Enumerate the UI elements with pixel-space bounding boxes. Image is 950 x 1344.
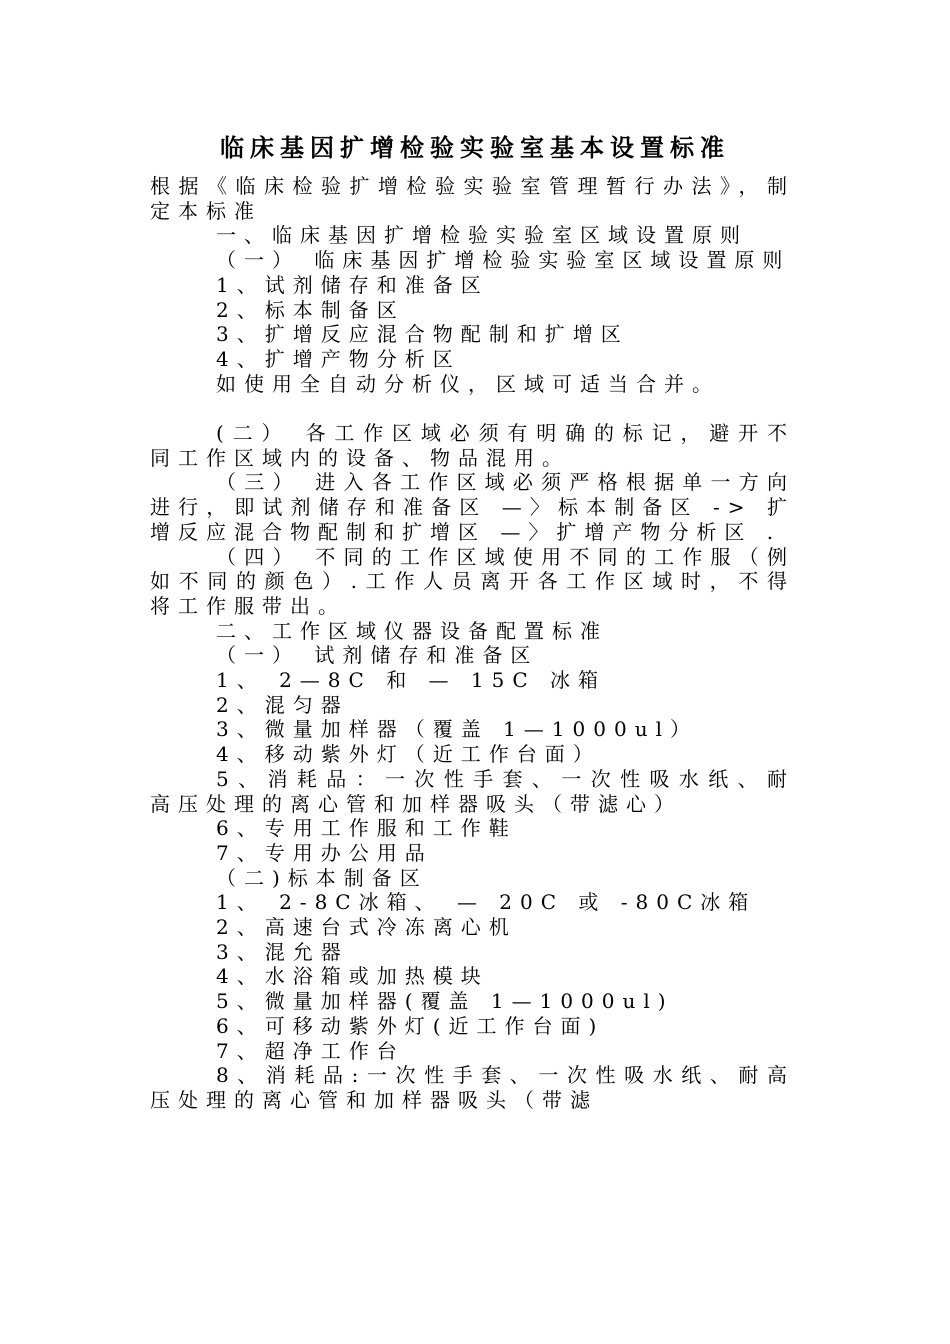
paragraph: 5、微量加样器(覆盖 1—1000ul) <box>216 989 674 1014</box>
paragraph: 8、消耗品:一次性手套、一次性吸水纸、耐高压处理的离心管和加样器吸头（带滤 <box>150 1063 795 1112</box>
paragraph: 3、微量加样器（覆盖 1—1000ul） <box>216 717 698 742</box>
paragraph: (二） 各工作区域必须有明确的标记，避开不同工作区域内的设备、物品混用。 <box>150 421 795 470</box>
paragraph: （三） 进入各工作区域必须严格根据单一方向进行，即试剂储存和准备区 —〉标本制备区 -> 扩增反应混合物配制和扩增区 —〉扩增产物分析区 . <box>150 470 795 544</box>
paragraph: 二、工作区域仪器设备配置标准 <box>216 618 608 643</box>
paragraph: 一、临床基因扩增检验实验室区域设置原则 <box>216 223 748 248</box>
paragraph: 3、混允器 <box>216 939 349 964</box>
paragraph: 2、标本制备区 <box>216 297 405 322</box>
document-body <box>150 174 795 1113</box>
paragraph: 2、混匀器 <box>216 692 349 717</box>
paragraph: （一） 试剂储存和准备区 <box>216 643 539 668</box>
paragraph-gap <box>150 396 795 421</box>
paragraph: 6、可移动紫外灯(近工作台面) <box>216 1013 605 1038</box>
document-title: 临床基因扩增检验实验室基本设置标准 <box>220 134 730 162</box>
paragraph: （一） 临床基因扩增检验实验室区域设置原则 <box>216 248 791 273</box>
paragraph: 7、专用办公用品 <box>216 840 433 865</box>
paragraph: 1、 2-8C冰箱、 — 20C 或 -80C冰箱 <box>216 890 757 915</box>
paragraph: 7、超净工作台 <box>216 1038 405 1063</box>
paragraph: 3、扩增反应混合物配制和扩增区 <box>216 322 629 347</box>
paragraph: 6、专用工作服和工作鞋 <box>216 816 517 841</box>
paragraph: 2、高速台式冷冻离心机 <box>216 915 517 940</box>
paragraph: 1、 2—8C 和 — 15C 冰箱 <box>216 668 607 693</box>
paragraph: 4、扩增产物分析区 <box>216 346 461 371</box>
paragraph: 4、水浴箱或加热模块 <box>216 964 489 989</box>
paragraph: 1、试剂储存和准备区 <box>216 272 489 297</box>
paragraph: （二)标本制备区 <box>216 865 428 890</box>
paragraph: 4、移动紫外灯（近工作台面） <box>216 742 601 767</box>
paragraph: （四） 不同的工作区域使用不同的工作服（例如不同的颜色）.工作人员离开各工作区域时，不得将工作服带出。 <box>150 544 795 618</box>
paragraph: 5、消耗品：一次性手套、一次性吸水纸、耐高压处理的离心管和加样器吸头（带滤心） <box>150 766 795 816</box>
paragraph: 根据《临床检验扩增检验实验室管理暂行办法》，制定本标准 <box>150 174 795 223</box>
paragraph: 如使用全自动分析仪，区域可适当合并。 <box>216 371 720 396</box>
